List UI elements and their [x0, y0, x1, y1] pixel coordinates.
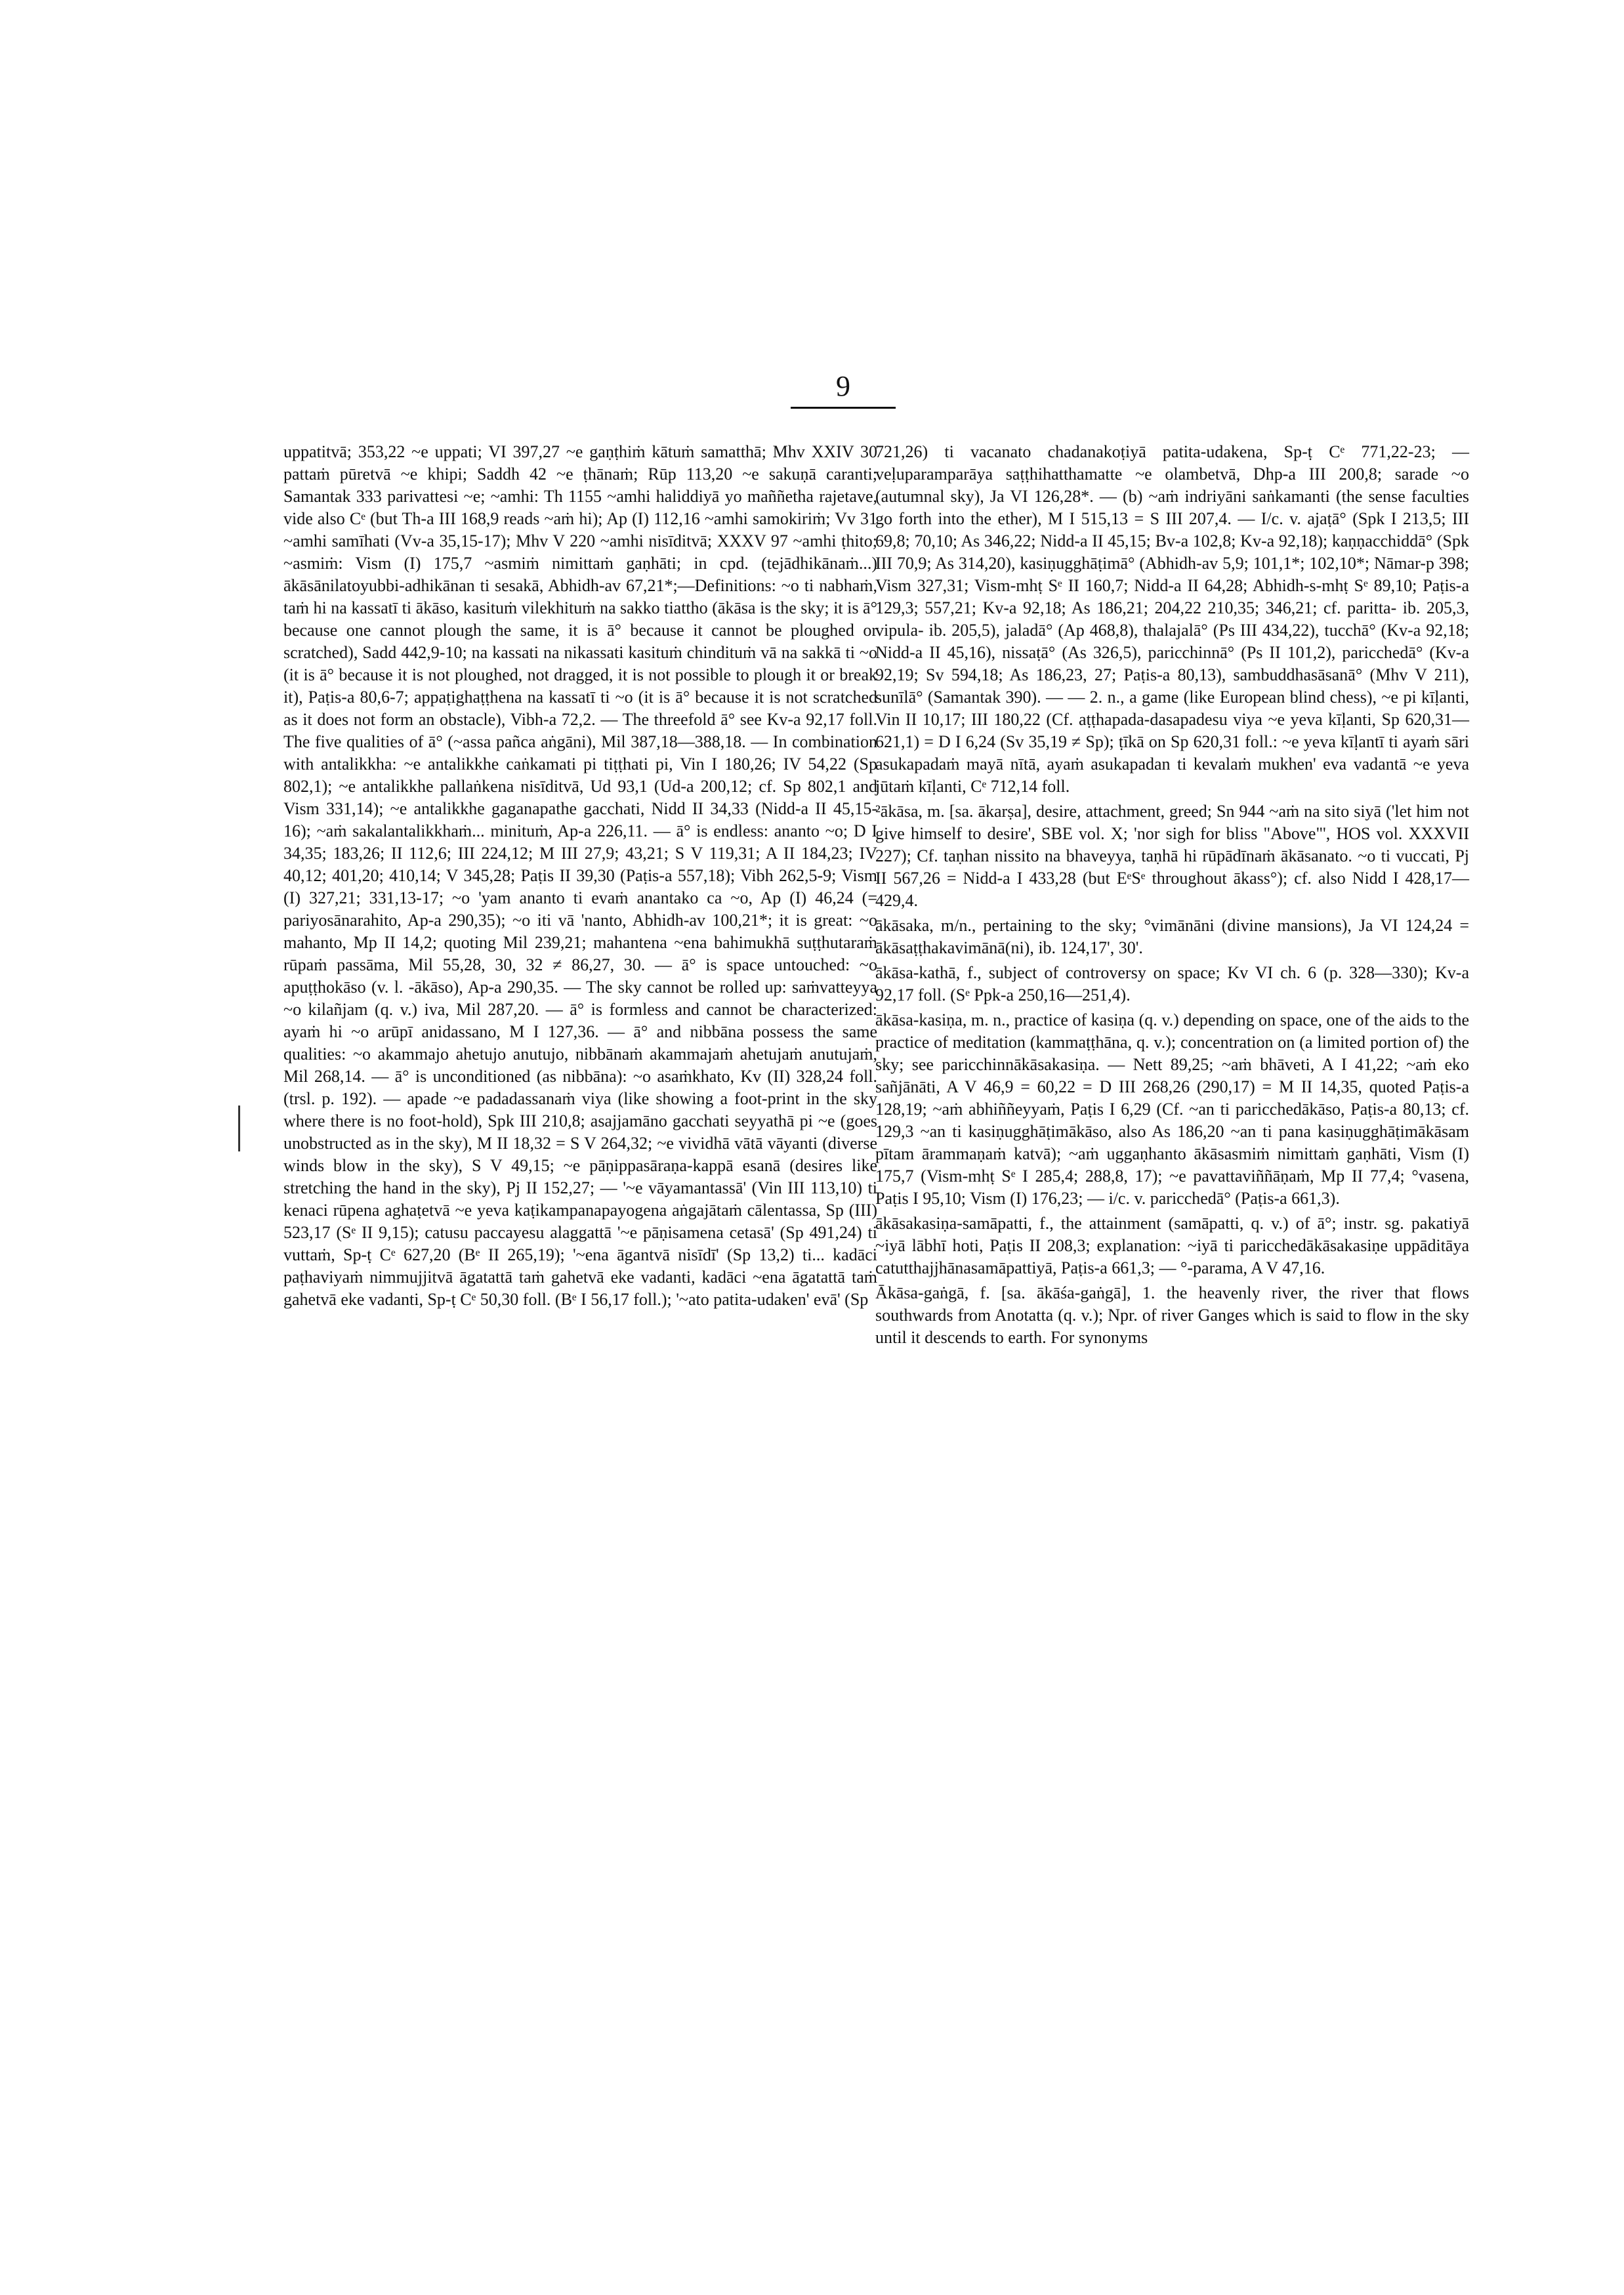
entry-akasa-2: ²ākāsa, m. [sa. ākarṣa], desire, attachment, greed; Sn 944 ~aṁ na sito siyā ('let him not give himself to desire', SBE vol. X; 'nor sigh for bliss "Above"', HOS vol. XXXVII 227); Cf. taṇhan nissito na bhaveyya, taṇhā hi rūpādīnaṁ ākāsanato. ~o ti vuccati, Pj II 567,26 = Nidd-a I 433,28 (but EᵉSᵉ throughout ākass°); cf. also Nidd I 428,17—429,4. [875, 802, 1469, 910]
page-number-rule [791, 407, 896, 409]
margin-mark [238, 1106, 240, 1151]
entry-akasa-kasina: ākāsa-kasiṇa, m. n., practice of kasiṇa (q. v.) depending on space, one of the aids to the practice of meditation (kammaṭṭhāna, q. v.); concentration on (a limited portion of) the sky; see paricchinnākāsakasiṇa. — Nett 89,25; ~aṁ bhāveti, A I 41,22; ~aṁ eko sañjānāti, A V 46,9 = 60,22 = D III 268,26 (290,17) = M II 14,35, quoted Paṭis-a 128,19; ~aṁ abhiññeyyaṁ, Paṭis I 6,29 (Cf. ~an ti paricchedākāso, Paṭis-a 80,13; cf. 129,3 ~an ti kasiṇugghāṭimākāso, also As 186,20 ~an ti pana kasiṇugghāṭimākāsam pītam ārammaṇaṁ katvā); ~aṁ uggaṇhanto ākāsasmiṁ nimittaṁ gaṇhāti, Vism (I) 175,7 (Vism-mhṭ Sᵉ I 285,4; 288,8, 17); ~e pavattaviññāṇaṁ, Mp II 77,4; °vasena, Paṭis I 95,10; Vism (I) 176,23; — i/c. v. paricchedā° (Paṭis-a 661,3). [875, 1010, 1469, 1208]
left-paragraph: uppatitvā; 353,22 ~e uppati; VI 397,27 ~e gaṇṭhiṁ kātuṁ samatthā; Mhv XXIV 30 pattaṁ pūretvā ~e khipi; Saddh 42 ~e ṭhānaṁ; Rūp 113,20 ~e sakuṇā caranti; Samantak 333 parivattesi ~e; ~amhi: Th 1155 ~amhi haliddiyā yo maññetha rajetave, vide also Cᵉ (but Th-a III 168,9 reads ~aṁ hi); Ap (I) 112,16 ~amhi samokiriṁ; Vv 31 ~amhi samīhati (Vv-a 35,15-17); Mhv V 220 ~amhi nisīditvā; XXXV 97 ~amhi ṭhito; ~asmiṁ: Vism (I) 175,7 ~asmiṁ nimittaṁ gaṇhāti; in cpd. (tejādhikānaṁ...) ākāsānilatoyubbi-adhikānan ti sesakā, Abhidh-av 67,21*;—Definitions: ~o ti nabhaṁ, taṁ hi na kassatī ti ākāso, kasituṁ vilekhituṁ na sakko tiattho (ākāsa is the sky; it is ā° because one cannot plough the same, it is ā° because it cannot be ploughed or scratched), Sadd 442,9-10; na kassati na nikassati kasituṁ chindituṁ vā na sakkā ti ~o (it is ā° because it is not ploughed, not dragged, it is not possible to plough it or break it), Paṭis-a 80,6-7; appaṭighaṭṭhena na kassatī ti ~o (it is ā° because it is not scratched as it does not form an obstacle), Vibh-a 72,2. — The threefold ā° see Kv-a 92,17 foll. The five qualities of ā° (~assa pañca aṅgāni), Mil 387,18—388,18. — In combination with antalikkha: ~e antalikkhe caṅkamati pi tiṭṭhati pi, Vin I 180,26; IV 54,22 (Sp 802,1); ~e antalikkhe pallaṅkena nisīditvā, Ud 93,1 (Ud-a 200,12; cf. Sp 802,1 and Vism 331,14); ~e antalikkhe gaganapathe gacchati, Nidd II 34,33 (Nidd-a II 45,15-16); ~aṁ sakalantalikkhaṁ... minituṁ, Ap-a 226,11. — ā° is endless: ananto ~o; D I 34,35; 183,26; II 112,6; III 224,12; M III 27,9; 43,21; S V 119,31; A II 184,23; IV 40,12; 401,20; 410,14; V 345,28; Paṭis II 39,30 (Paṭis-a 557,18); Vibh 262,5-9; Vism (I) 327,21; 331,13-17; ~o 'yam ananto ti evaṁ anantako ca ~o, Ap (I) 46,24 (= pariyosānarahito, Ap-a 290,35); ~o iti vā 'nanto, Abhidh-av 100,21*; it is great: ~o mahanto, Mp II 14,2; quoting Mil 239,21; mahantena ~ena bahimukhā suṭṭhutaraṁ rūpaṁ passāma, Mil 55,28, 30, 32 ≠ 86,27, 30. — ā° is space untouched: ~o apuṭṭhokāso (v. l. -ākāso), Ap-a 290,35. — The sky cannot be rolled up: saṁvatteyya ~o kilañjam (q. v.) iva, Mil 287,20. — ā° is formless and cannot be characterized: ayaṁ hi ~o arūpī anidassano, M I 127,36. — ā° and nibbāna possess the same qualities: ~o akammajo ahetujo anutujo, nibbānaṁ akammajaṁ ahetujaṁ anutujaṁ, Mil 268,14. — ā° is unconditioned (as nibbāna): ~o asaṁkhato, Kv (II) 328,24 foll. (trsl. p. 192). — apade ~e padadassanaṁ viya (like showing a foot-print in the sky where there is no foot-hold), Spk III 210,8; asajjamāno gacchati seyyathā pi ~e (goes unobstructed as in the sky), M II 18,32 = S V 264,32; ~e vividhā vātā vāyanti (diverse winds blow in the sky), S V 49,15; ~e pāṇippasāraṇa-kappā esanā (desires like stretching the hand in the sky), Pj II 152,27; — '~e vāyamantassā' (Vin III 113,10) ti kenaci rūpena aghaṭetvā ~e yeva kaṭikampanapayogena aṅgajātaṁ cālentassa, Sp (III) 523,17 (Sᵉ II 9,15); catusu paccayesu alaggattā '~e pāṇisamena cetasā' (Sp 491,24) ti vuttaṁ, Sp-ṭ Cᵉ 627,20 (Bᵉ II 265,19); '~ena āgantvā nisīdī' (Sp 13,2) ti... kadāci paṭhaviyaṁ nimmujjitvā āgatattā taṁ gahetvā eke vadanti, kadāci ~ena āgatattā taṁ gahetvā eke vadanti, Sp-ṭ Cᵉ 50,30 foll. (Bᵉ I 56,17 foll.); '~ato patita-udaken' evā' (Sp [283, 442, 877, 1309]
entry-akasa-katha: ākāsa-kathā, f., subject of controversy on space; Kv VI ch. 6 (p. 328—330); Kv-a 92,17 foll. (Sᵉ Ppk-a 250,16—251,4). [875, 963, 1469, 1004]
entry-akasakasina-samapatti: ākāsakasiṇa-samāpatti, f., the attainment (samāpatti, q. v.) of ā°; instr. sg. pakatiyā ~iyā lābhī hoti, Paṭis II 208,3; explanation: ~iyā ti paricchedākāsakasiṇe uppāditāya catutthajjhānasamāpattiyā, Paṭis-a 661,3; — °-parama, A V 47,16. [875, 1214, 1469, 1277]
right-paragraph: 721,26) ti vacanato chadanakoṭiyā patita-udakena, Sp-ṭ Cᵉ 771,22-23; — veḷuparamparāya saṭṭhihatthamatte ~e olambetvā, Dhp-a III 200,8; sarade ~o (autumnal sky), Ja VI 126,28*. — (b) ~aṁ indriyāni saṅkamanti (the sense faculties go forth into the ether), M I 515,13 = S III 207,4. — I/c. v. ajaṭā° (Spk I 213,5; III 69,8; 70,10; As 346,22; Nidd-a II 45,15; Bv-a 102,8; Kv-a 92,18); kaṇṇacchiddā° (Spk III 70,9; As 314,20), kasiṇugghāṭimā° (Abhidh-av 5,9; 101,1*; 102,10*; Nāmar-p 398; Vism 327,31; Vism-mhṭ Sᵉ II 160,7; Nidd-a II 64,28; Abhidh-s-mhṭ Sᵉ 89,10; Paṭis-a 129,3; 557,21; Kv-a 92,18; As 186,21; 204,22 210,35; 346,21; cf. paritta- ib. 205,3, vipula- ib. 205,5), jaladā° (Ap 468,8), thalajalā° (Ps III 434,22), tucchā° (Kv-a 92,18; Nidd-a II 45,16), nissaṭā° (As 326,5), paricchinnā° (Ps II 101,2), paricchedā° (Kv-a 92,19; Sv 594,18; As 186,23, 27; Paṭis-a 80,13), sambuddhasāsanā° (Mhv V 211), sunīlā° (Samantak 390). — — 2. n., a game (like European blind chess), ~e pi kīḷanti, Vin II 10,17; III 180,22 (Cf. aṭṭhapada-dasapadesu viya ~e yeva kīḷanti, Sp 620,31—621,1) = D I 6,24 (Sv 35,19 ≠ Sp); ṭīkā on Sp 620,31 foll.: ~e yeva kīḷantī ti ayaṁ sāri asukapadaṁ mayā nītā, ayaṁ asukapadan ti kevalaṁ mukhen' eva vadantā ~e yeva jūtaṁ kīḷanti, Cᵉ 712,14 foll. [875, 442, 1469, 796]
entry-akasa-ganga: Ākāsa-gaṅgā, f. [sa. ākāśa-gaṅgā], 1. the heavenly river, the river that flows southwards from Anotatta (q. v.); Npr. of river Ganges which is said to flow in the sky until it descends to earth. For synonyms [875, 1283, 1469, 1347]
left-column [283, 441, 877, 1313]
right-column [875, 441, 1469, 1352]
page-number: 9 [836, 370, 850, 402]
entry-akasaka: ākāsaka, m/n., pertaining to the sky; °vimānāni (divine mansions), Ja VI 124,24 = ākāsaṭṭhakavimānā(ni), ib. 124,17', 30'. [875, 916, 1469, 957]
